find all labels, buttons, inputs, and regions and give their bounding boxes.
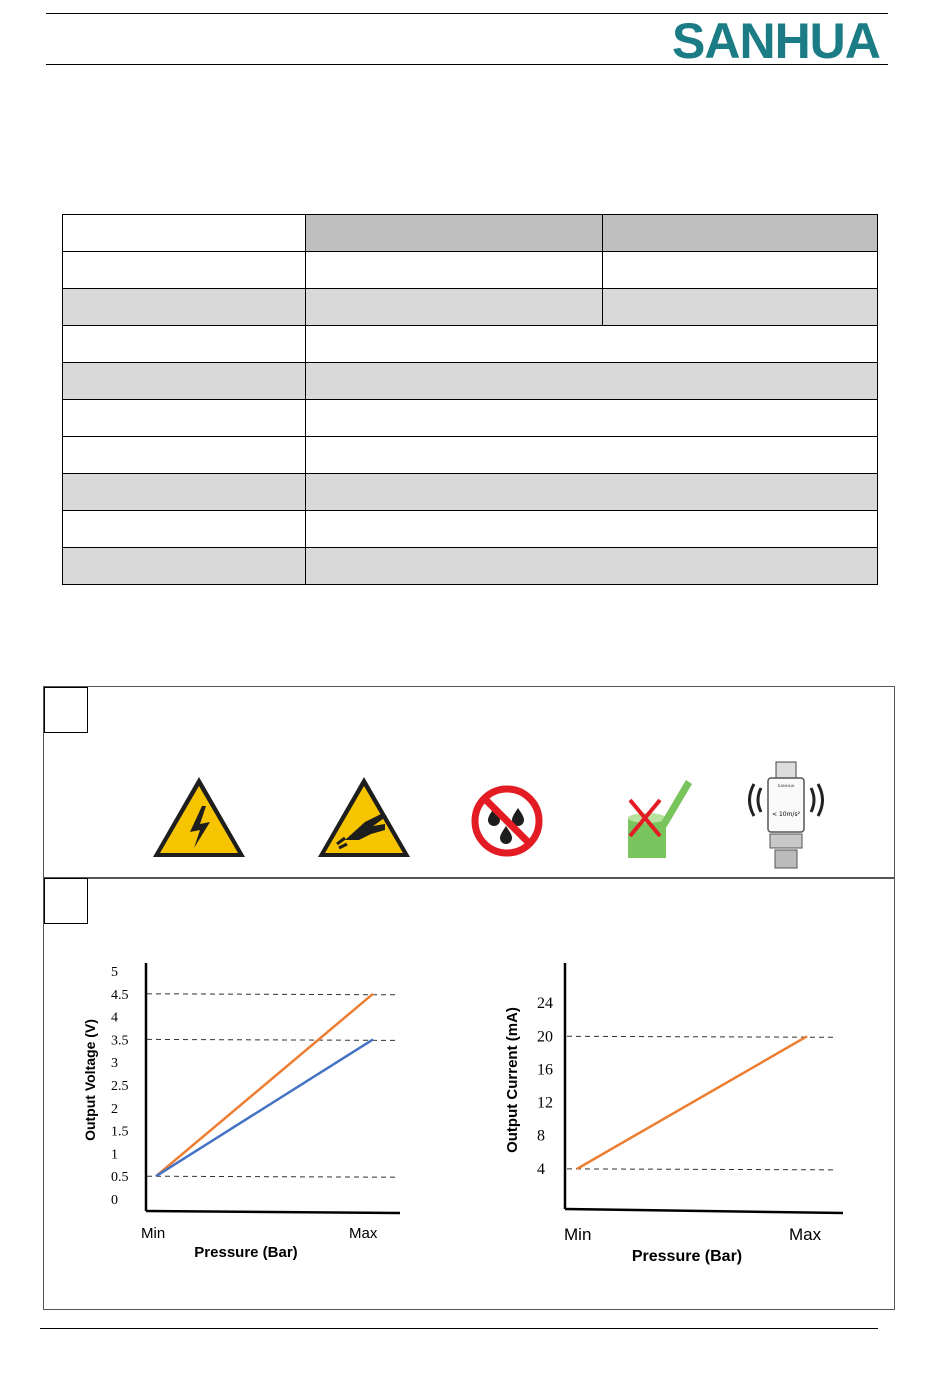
reference-line	[147, 994, 395, 995]
sensor-brand-label: SANHUA	[777, 783, 795, 788]
table-row	[63, 511, 878, 548]
table-cell	[306, 363, 878, 400]
current-output-chart	[495, 955, 860, 1265]
table-cell	[306, 511, 878, 548]
x-tick-label: Max	[349, 1225, 378, 1242]
section-tag-b	[44, 878, 88, 924]
voltage-output-chart	[75, 955, 415, 1265]
table-cell	[63, 326, 306, 363]
y-tick-label: 4	[111, 1010, 118, 1026]
series-line	[577, 1036, 807, 1169]
table-cell	[63, 548, 306, 585]
y-tick-label: 20	[537, 1028, 553, 1046]
table-row	[63, 289, 878, 326]
y-axis-title: Output Current (mA)	[504, 1007, 521, 1153]
table-cell	[63, 215, 306, 252]
x-axis-line	[565, 1209, 843, 1213]
table-cell	[306, 474, 878, 511]
table-row	[63, 437, 878, 474]
section-tag-a	[44, 687, 88, 733]
table-cell	[306, 252, 603, 289]
vibration-limit-label: < 10m/s²	[772, 811, 800, 818]
table-cell	[306, 289, 603, 326]
y-tick-label: 0	[111, 1193, 118, 1208]
y-tick-label: 2	[111, 1101, 118, 1117]
x-axis-title: Pressure (Bar)	[194, 1244, 298, 1261]
y-tick-label: 1.5	[111, 1124, 129, 1140]
table-row	[63, 252, 878, 289]
table-cell	[603, 215, 878, 252]
y-axis-title: Output Voltage (V)	[82, 1019, 98, 1141]
y-tick-label: 1	[111, 1147, 118, 1163]
vibration-limit-icon	[748, 760, 824, 872]
table-cell	[63, 437, 306, 474]
y-tick-label: 24	[537, 995, 553, 1013]
reference-line	[567, 1169, 835, 1170]
spec-table-header-row	[63, 215, 878, 252]
no-paint-icon	[620, 774, 696, 860]
table-cell	[306, 215, 603, 252]
table-cell	[306, 326, 878, 363]
x-tick-label: Max	[789, 1225, 822, 1244]
y-tick-label: 2.5	[111, 1079, 129, 1094]
spec-table	[62, 214, 878, 585]
y-tick-label: 3	[111, 1056, 118, 1072]
y-tick-label: 5	[111, 965, 118, 980]
x-tick-label: Min	[141, 1225, 166, 1242]
table-cell	[63, 474, 306, 511]
y-tick-label: 8	[537, 1127, 545, 1145]
footer-rule	[40, 1328, 878, 1329]
table-row	[63, 326, 878, 363]
table-cell	[306, 400, 878, 437]
x-axis-line	[146, 1211, 400, 1213]
y-tick-label: 0.5	[111, 1170, 129, 1186]
no-water-icon	[470, 784, 544, 858]
table-cell	[306, 548, 878, 585]
table-row	[63, 400, 878, 437]
series-line	[156, 994, 373, 1176]
table-cell	[63, 400, 306, 437]
x-axis-title: Pressure (Bar)	[631, 1248, 743, 1265]
brand-logo: SANHUA	[672, 13, 880, 69]
table-row	[63, 548, 878, 585]
table-cell	[306, 437, 878, 474]
reference-line	[147, 1039, 395, 1040]
series-line	[156, 1039, 373, 1176]
y-tick-label: 3.5	[111, 1033, 129, 1049]
reference-line	[567, 1036, 835, 1037]
table-cell	[63, 252, 306, 289]
y-tick-label: 16	[537, 1061, 553, 1079]
reference-line	[147, 1176, 395, 1177]
table-row	[63, 363, 878, 400]
x-tick-label: Min	[564, 1225, 592, 1244]
hand-crush-warning-icon	[315, 774, 413, 860]
y-tick-label: 4.5	[111, 987, 129, 1003]
y-tick-label: 12	[537, 1094, 553, 1112]
table-cell	[63, 289, 306, 326]
table-cell	[63, 511, 306, 548]
table-cell	[603, 289, 878, 326]
table-row	[63, 474, 878, 511]
electric-shock-warning-icon	[150, 774, 248, 860]
table-cell	[603, 252, 878, 289]
table-cell	[63, 363, 306, 400]
y-tick-label: 4	[537, 1160, 545, 1178]
